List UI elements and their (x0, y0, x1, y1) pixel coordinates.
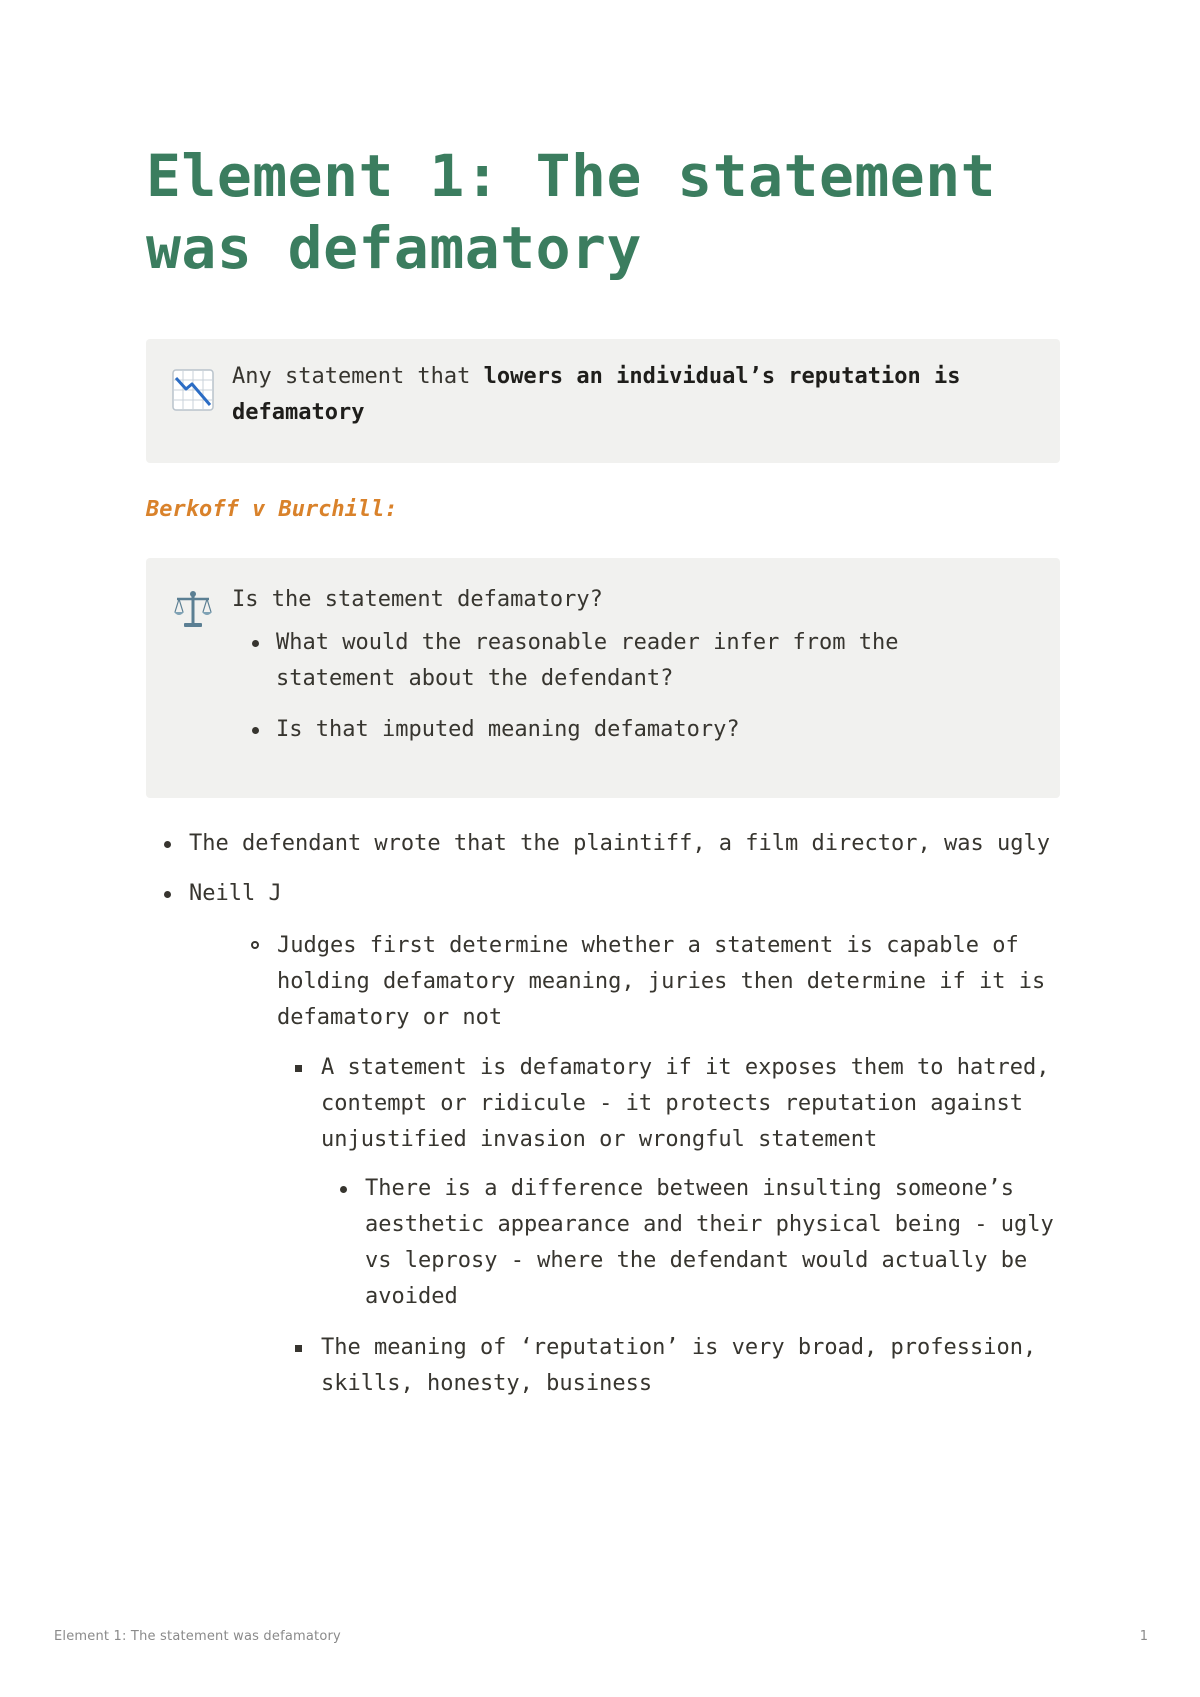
definition-callout (146, 339, 1060, 463)
definition-bold: lowers an individual’s reputation is defamatory (232, 364, 961, 425)
case-heading: Berkoff v Burchill: (146, 497, 398, 522)
definition-plain: Any statement that (232, 364, 484, 389)
bullet-icon (252, 640, 259, 647)
judge-subsublist (277, 1050, 1060, 1402)
list-item: The meaning of ‘reputation’ is very broad, profession, skills, honesty, business (189, 1330, 1060, 1402)
chart-decreasing-icon (172, 369, 214, 411)
detail-list (321, 1171, 1060, 1315)
notes-body (146, 826, 1060, 1402)
balance-scale-icon (172, 588, 214, 630)
bullet-icon (252, 727, 259, 734)
circle-bullet-icon (251, 941, 259, 949)
bullet-icon (340, 1186, 347, 1193)
square-bullet-icon (295, 1345, 302, 1352)
test-callout (146, 558, 1060, 798)
footer-title: Element 1: The statement was defamatory (54, 1629, 341, 1644)
square-bullet-icon (295, 1065, 302, 1072)
list-item: The defendant wrote that the plaintiff, a film director, was ugly (146, 826, 1060, 862)
list-item: What would the reasonable reader infer from the statement about the defendant? (250, 625, 1020, 697)
list-item: A statement is defamatory if it exposes them to hatred, contempt or ridicule - it protects reputation against unjustified invasion or wrongful statement There is a difference between insulting someone’s aesthetic appearance and their physical being - ugly vs leprosy - where the defendant would actually be avoided (189, 1050, 1060, 1315)
test-list (250, 625, 1020, 763)
page-number: 1 (1139, 1629, 1148, 1644)
list-item: Is that imputed meaning defamatory? (250, 712, 1020, 748)
list-item: Neill J Judges first determine whether a statement is capable of holding defamatory meaning, juries then determine if it is defamatory or not A statement is defamatory if it exposes them to hatred, contempt or ridicule - it protects reputation against unjustified invasion or wrongful statement There is a difference between insulting someone’s aesthetic appearance and their physical being - ugly vs leprosy - where the defendant would actually be avoided The meaning of ‘reputation’ is very broad, profession, skills, honesty, business (146, 876, 1060, 1402)
definition-text (232, 359, 1036, 431)
list-item: There is a difference between insulting someone’s aesthetic appearance and their physical being - ugly vs leprosy - where the defendant would actually be avoided (189, 1171, 1060, 1315)
judge-sublist (189, 928, 1060, 1402)
bullet-icon (164, 841, 171, 848)
test-question: Is the statement defamatory? (232, 587, 603, 612)
page-title: Element 1: The statement was defamatory (146, 142, 997, 282)
list-item: Judges first determine whether a statement is capable of holding defamatory meaning, juries then determine if it is defamatory or not A statement is defamatory if it exposes them to hatred, contempt or ridicule - it protects reputation against unjustified invasion or wrongful statement There is a difference between insulting someone’s aesthetic appearance and their physical being - ugly vs leprosy - where the defendant would actually be avoided The meaning of ‘reputation’ is very broad, profession, skills, honesty, business (189, 928, 1060, 1402)
notes-list (146, 826, 1060, 1402)
bullet-icon (164, 891, 171, 898)
